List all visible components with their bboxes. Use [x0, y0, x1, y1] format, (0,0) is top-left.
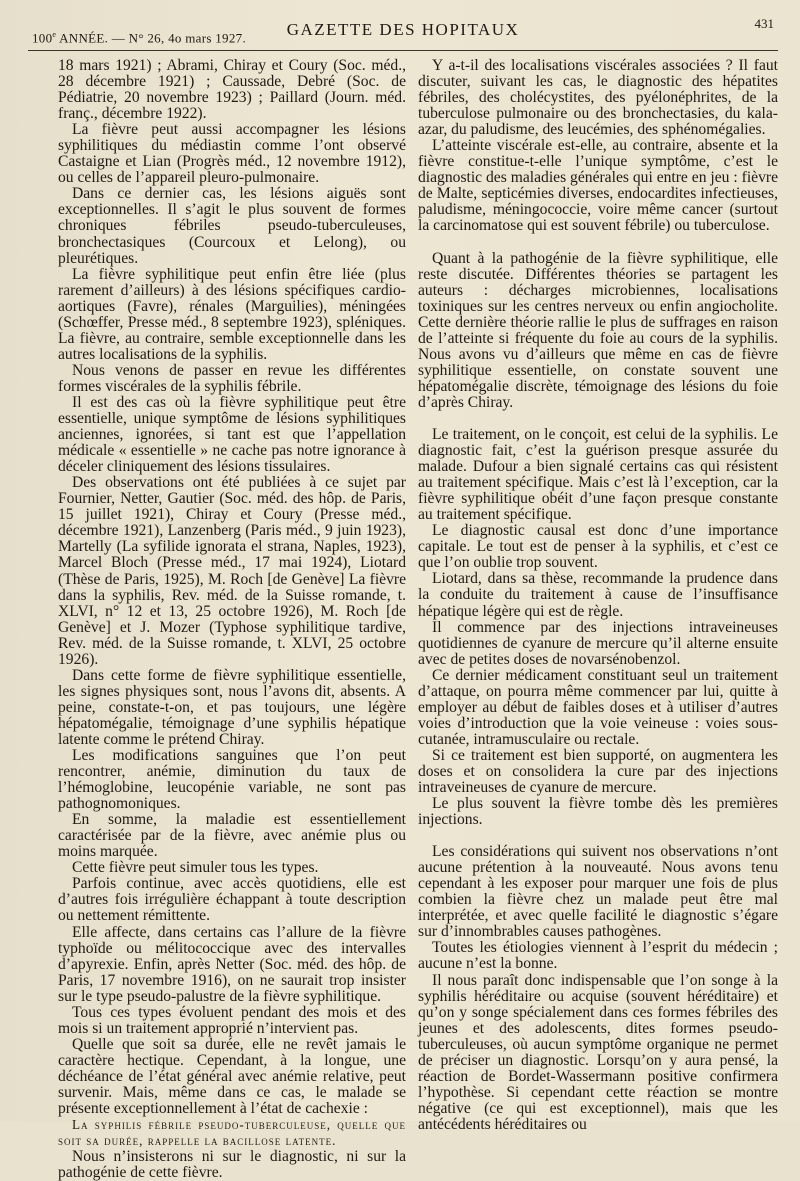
- year-label: ANNÉE.: [59, 30, 109, 46]
- paragraph: La fièvre syphilitique peut enfin être liée (plus rarement d’ailleurs) à des lésions spécifiques cardio-aortiques (Favre), rénales (Marguilies), méningées (Schœffer, Presse méd., 8 septembre 1923), spléniques. La fièvre, au contraire, semble exceptionnelle dans les autres localisations de la syphilis.: [58, 265, 406, 363]
- paragraph: Nous n’insisterons ni sur le diagnostic, ni sur la pathogénie de cette fièvre.: [58, 1148, 406, 1181]
- section-gap: [418, 411, 778, 427]
- paragraph: Les modifications sanguines que l’on peut rencontrer, anémie, diminution du taux de l’hémoglobine, leucopénie variable, ne sont pas pathognomoniques.: [58, 747, 406, 813]
- page-header: [28, 14, 778, 51]
- paragraph: Nous venons de passer en revue les différentes formes viscérales de la syphilis fébrile.: [58, 361, 406, 395]
- year-sup: e: [52, 30, 57, 39]
- paragraph: Dans cette forme de fièvre syphilitique essentielle, les signes physiques sont, nous l’avons dit, absents. A peine, constate-t-on, et pas toujours, une légère hépatomégalie, témoignage d’une syphilis hépatique latente comme le prétend Chiray.: [58, 666, 406, 748]
- paragraph: Quelle que soit sa durée, elle ne revêt jamais le caractère hectique. Cependant, à la longue, une déchéance de l’état général avec anémie relative, peut survenir. Mais, même dans ce cas, le malade se présente exceptionnellement à l’état de cachexie :: [58, 1035, 406, 1118]
- page-number: 431: [754, 16, 774, 31]
- paragraph: Des observations ont été publiées à ce sujet par Fournier, Netter, Gautier (Soc. méd. des hôp. de Paris, 15 juillet 1921), Chiray et Coury (Presse méd., décembre 1921), Lanzenberg (Paris méd., 9 juin 1923), Martelly (La syfilide ignorata el strana, Naples, 1923), Marcel Bloch (Presse méd., 17 mai 1924), Liotard (Thèse de Paris, 1925), M. Roch [de Genève] La fièvre dans la syphilis, Rev. méd. de la Suisse romande, t. XLVI, n° 12 et 13, 25 octobre 1926), M. Roch [de Genève] et J. Mozer (Typhose syphilitique tardive, Rev. méd. de la Suisse romande, t. XLVI, 25 octobre 1926).: [58, 474, 406, 668]
- paragraph: En somme, la maladie est essentiellement caractérisée par de la fièvre, avec anémie plus ou moins marquée.: [58, 811, 406, 861]
- section-gap: [418, 235, 778, 251]
- paragraph: Y a-t-il des localisations viscérales associées ? Il faut discuter, suivant les cas, le diagnostic des hépatites fébriles, des cholécystites, des pyélonéphrites, de la tuberculose pulmonaire ou des bronchectasies, du kala-azar, du paludisme, des leucémies, des sphénomégalies.: [418, 57, 778, 139]
- paragraph: Elle affecte, dans certains cas l’allure de la fièvre typhoïde ou mélitococcique avec des intervalles d’apyrexie. Enfin, après Netter (Soc. méd. des hôp. de Paris, 17 novembre 1916), on ne saurait trop insister sur le type pseudo-palustre de la fièvre syphilitique.: [58, 923, 406, 1005]
- paragraph: Parfois continue, avec accès quotidiens, elle est d’autres fois irrégulière échappant à toute description ou nettement rémittente.: [58, 875, 406, 925]
- left-column: [58, 58, 406, 1181]
- journal-title: GAZETTE DES HOPITAUX: [286, 20, 520, 39]
- paragraph: Si ce traitement est bien supporté, on augmentera les doses et on consolidera la cure par des injections intraveineuses de cyanure de mercure.: [418, 746, 778, 797]
- paragraph: Tous ces types évoluent pendant des mois et des mois si un traitement approprié n’intervient pas.: [58, 1003, 406, 1037]
- section-gap: [418, 828, 778, 844]
- paragraph: La fièvre peut aussi accompagner les lésions syphilitiques du médiastin comme l’ont observé Castaigne et Lian (Progrès méd., 12 novembre 1912), ou celles de l’appareil pleuro-pulmonaire.: [58, 121, 406, 187]
- paragraph: Le traitement, on le conçoit, est celui de la syphilis. Le diagnostic fait, c’est la guérison presque assurée du malade. Dufour a bien signalé certains cas qui résistent au traitement spécifique. Mais c’est là l’exception, car la fièvre syphilitique obéit d’une façon presque constante au traitement spécifique.: [418, 425, 778, 524]
- paragraph: Le diagnostic causal est donc d’une importance capitale. Le tout est de penser à la syphilis, et c’est ce que l’on oublie trop souvent.: [418, 522, 778, 572]
- paragraph: Ce dernier médicament constituant seul un traitement d’attaque, on pourra même commencer par lui, quitte à employer au début de faibles doses et à utiliser d’autres voies d’introduction que la voie veineuse : voies sous-cutanée, intramusculaire ou rectale.: [418, 666, 778, 748]
- paragraph: Dans ce dernier cas, les lésions aiguës sont exceptionnelles. Il s’agit le plus souvent de formes chroniques fébriles pseudo-tuberculeuses, bronchectasiques (Courcoux et Lelong), ou pleurétiques.: [58, 185, 406, 267]
- paragraph: Le plus souvent la fièvre tombe dès les premières injections.: [418, 795, 778, 829]
- paragraph: Quant à la pathogénie de la fièvre syphilitique, elle reste discutée. Différentes théories se partagent les auteurs : décharges microbiennes, localisations toxiniques sur les centres nerveux ou enfin angiocholite. Cette dernière théorie rallie le plus de suffrages en raison de l’atteinte si fréquente du foie au cours de la syphilis. Nous avons vu d’ailleurs que même en cas de fièvre syphilitique essentielle, on constate souvent une hépatomégalie discrète, témoignage des lésions du foie d’après Chiray.: [418, 249, 778, 411]
- paragraph: Toutes les étiologies viennent à l’esprit du médecin ; aucune n’est la bonne.: [418, 939, 778, 973]
- paragraph: L’atteinte viscérale est-elle, au contraire, absente et la fièvre constitue-t-elle l’unique symptôme, c’est le diagnostic des maladies générales qui entre en jeu : fièvre de Malte, septicémies diverses, endocardites infectieuses, paludisme, méningococcie, voire même cancer (surtout la carcinomatose qui est souvent fébrile) ou tuberculose.: [418, 137, 778, 235]
- paragraph: Liotard, dans sa thèse, recommande la prudence dans la conduite du traitement à cause de l’insuffisance hépatique légère qui est de règle.: [418, 570, 778, 620]
- year: 100: [32, 30, 53, 46]
- paragraph: Les considérations qui suivent nos observations n’ont aucune prétention à la nouveauté. Nous avons tenu cependant à les exposer pour marquer une fois de plus combien la fièvre chez un malade peut être mal interprétée, et avec quelle facilité le diagnostic s’égare sur d’innombrables causes pathogènes.: [418, 843, 778, 941]
- paragraph: 18 mars 1921) ; Abrami, Chiray et Coury (Soc. méd., 28 décembre 1921) ; Caussade, Debré (Soc. de Pédiatrie, 20 novembre 1923) ; Paillard (Journ. méd. franç., décembre 1922).: [58, 57, 406, 123]
- caps-statement: La syphilis fébrile pseudo-tuberculeuse, quelle que soit sa durée, rappelle la bacillose latente.: [58, 1117, 406, 1149]
- issue-number: — N° 26, 4o mars 1927.: [111, 30, 246, 46]
- paragraph: Il commence par des injections intraveineuses quotidiennes de cyanure de mercure qu’il alterne ensuite avec de petites doses de novarsénobenzol.: [418, 618, 778, 668]
- paragraph: Il est des cas où la fièvre syphilitique peut être essentielle, unique symptôme de lésions syphilitiques anciennes, ignorées, si tant est que l’appellation médicale « essentielle » ne cache pas notre ignorance à déceler cliniquement des lésions tissulaires.: [58, 393, 406, 476]
- right-column: [418, 58, 778, 1133]
- paragraph: Il nous paraît donc indispensable que l’on songe à la syphilis héréditaire ou acquise (souvent héréditaire) et qu’on y songe spécialement dans ces formes fébriles des jeunes et des adolescents, dites formes pseudo-tuberculeuses, où aucun symptôme organique ne permet de préciser un diagnostic. Lorsqu’on y aura pensé, la réaction de Bordet-Wassermann positive confirmera l’hypothèse. Si cependant cette réaction se montre négative (ce qui est exceptionnel), mais que les antécédents héréditaires ou: [418, 971, 778, 1133]
- paragraph: Cette fièvre peut simuler tous les types.: [72, 859, 319, 877]
